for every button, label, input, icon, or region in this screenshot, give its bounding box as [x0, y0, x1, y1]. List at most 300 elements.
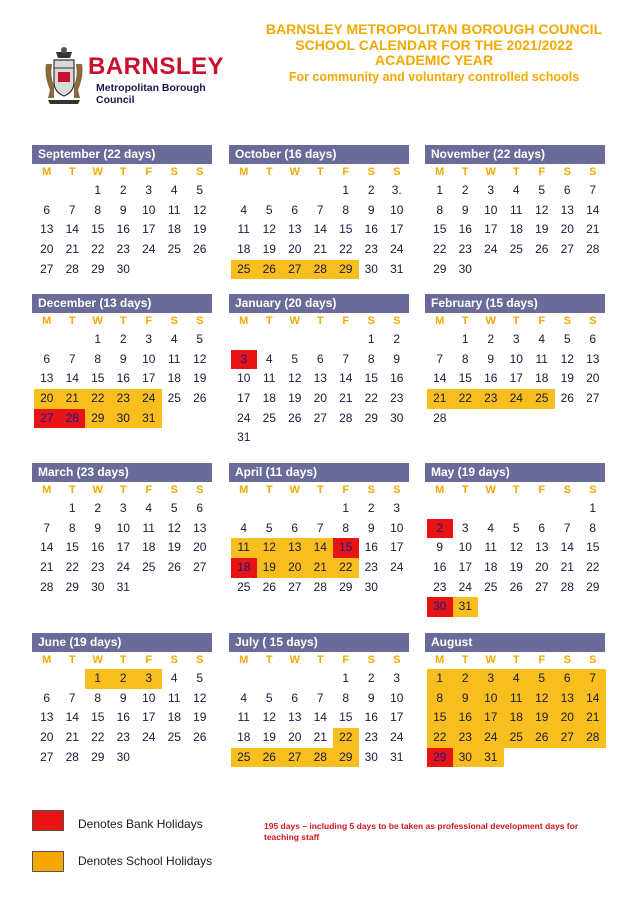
day-cell: 5	[196, 332, 204, 346]
page-heading	[238, 22, 630, 85]
month-block	[229, 463, 409, 597]
day-cell: 2	[461, 183, 469, 197]
weekday-label: S	[393, 166, 401, 178]
weekday-label: T	[316, 484, 324, 496]
day-cell: 22	[339, 242, 353, 257]
day-cell-school-holiday: 27	[282, 748, 308, 768]
day-cell: 28	[433, 410, 447, 425]
day-cell: 15	[91, 710, 105, 725]
month-header: March (23 days)	[32, 463, 212, 482]
day-cell: 15	[339, 222, 353, 237]
day-cell-school-holiday: 4	[504, 669, 530, 689]
weekday-label: T	[68, 654, 76, 666]
day-cell: 14	[313, 710, 327, 725]
day-cell-school-holiday: 22	[453, 389, 479, 409]
weekday-row	[427, 313, 605, 330]
weekday-label: T	[68, 166, 76, 178]
day-cell: 1	[461, 332, 469, 346]
day-cell: 29	[339, 579, 353, 594]
day-cell: 7	[68, 690, 76, 705]
day-cell: 6	[43, 351, 51, 366]
day-cell-school-holiday: 13	[282, 538, 308, 558]
day-cell-school-holiday: 21	[427, 389, 453, 409]
day-cell-school-holiday: 21	[580, 708, 606, 728]
day-cell: 18	[142, 540, 156, 555]
day-cell: 25	[142, 560, 156, 575]
day-cell: 29	[586, 579, 600, 594]
day-cell: 26	[193, 242, 207, 257]
day-cell: 30	[116, 261, 130, 276]
day-cell: 1	[367, 332, 375, 346]
day-cell-bank-holiday: 18	[231, 558, 257, 578]
weekday-row	[34, 482, 212, 499]
day-cell: 19	[560, 371, 574, 386]
weekday-row	[427, 164, 605, 181]
weekday-label: T	[68, 484, 76, 496]
day-cell: 17	[458, 560, 472, 575]
day-cell: 28	[560, 579, 574, 594]
day-cell: 8	[342, 520, 350, 535]
day-cell: 6	[291, 520, 299, 535]
weekday-row	[231, 652, 409, 669]
day-cell: 6	[196, 501, 204, 515]
day-cell: 15	[586, 540, 600, 555]
day-cell: 23	[91, 560, 105, 575]
weekday-label: S	[170, 166, 178, 178]
day-grid	[34, 181, 212, 279]
day-cell: 28	[586, 242, 600, 257]
day-cell: 17	[390, 710, 404, 725]
day-cell: 4	[512, 183, 520, 197]
weekday-label: T	[265, 315, 273, 327]
day-cell: 16	[116, 371, 130, 386]
weekday-label: F	[342, 315, 350, 327]
weekday-label: M	[435, 484, 445, 496]
month-header: May (19 days)	[425, 463, 605, 482]
weekday-label: S	[367, 315, 375, 327]
day-cell: 11	[168, 202, 181, 217]
month-block	[229, 633, 409, 767]
weekday-label: W	[485, 166, 496, 178]
day-cell: 7	[316, 690, 324, 705]
day-cell: 11	[168, 351, 181, 366]
day-cell-school-holiday: 30	[111, 409, 137, 429]
day-cell-school-holiday: 28	[580, 728, 606, 748]
weekday-label: F	[145, 166, 153, 178]
day-cell: 19	[193, 710, 207, 725]
day-cell: 18	[484, 560, 498, 575]
day-cell: 6	[43, 690, 51, 705]
day-cell: 12	[288, 371, 302, 386]
day-cell: 12	[193, 351, 207, 366]
weekday-label: S	[563, 654, 571, 666]
month-header: November (22 days)	[425, 145, 605, 164]
day-cell: 14	[586, 202, 600, 217]
day-cell: 16	[484, 371, 498, 386]
day-cell: 21	[586, 222, 600, 237]
weekday-row	[34, 164, 212, 181]
month-header: April (11 days)	[229, 463, 409, 482]
heading-line-4: For community and voluntary controlled schools	[288, 69, 580, 84]
weekday-label: S	[196, 654, 204, 666]
weekday-label: M	[435, 166, 445, 178]
day-cell: 21	[339, 391, 353, 406]
day-cell-school-holiday: 6	[555, 669, 581, 689]
day-cell: 1	[342, 183, 350, 197]
day-cell: 2	[367, 183, 375, 197]
day-cell-school-holiday: 29	[333, 748, 359, 768]
day-cell: 19	[167, 540, 181, 555]
weekday-label: T	[119, 315, 127, 327]
day-cell: 6	[291, 690, 299, 705]
day-cell: 3	[393, 671, 401, 685]
month-header: July ( 15 days)	[229, 633, 409, 652]
weekday-label: F	[145, 654, 153, 666]
day-cell: 2	[367, 501, 375, 515]
day-cell: 18	[237, 730, 251, 745]
day-cell: 24	[142, 242, 156, 257]
weekday-label: W	[92, 484, 103, 496]
day-cell: 21	[560, 560, 574, 575]
weekday-label: T	[461, 654, 469, 666]
day-cell: 17	[142, 371, 156, 386]
day-cell: 4	[145, 501, 153, 515]
day-cell: 17	[142, 222, 156, 237]
day-cell: 8	[68, 520, 76, 535]
day-cell: 5	[291, 351, 299, 366]
weekday-label: S	[196, 484, 204, 496]
day-cell: 3	[487, 183, 495, 197]
day-cell: 8	[94, 202, 102, 217]
day-cell: 23	[364, 242, 378, 257]
weekday-label: S	[589, 654, 597, 666]
day-cell: 9	[367, 520, 375, 535]
day-cell: 9	[461, 202, 469, 217]
day-cell: 19	[288, 391, 302, 406]
day-cell: 19	[193, 222, 207, 237]
day-cell-bank-holiday: 29	[427, 748, 453, 768]
day-cell: 29	[65, 579, 79, 594]
day-cell: 10	[509, 351, 523, 366]
day-cell: 4	[240, 520, 248, 535]
day-cell-bank-holiday: 30	[427, 597, 453, 617]
month-header: January (20 days)	[229, 294, 409, 313]
weekday-label: T	[119, 654, 127, 666]
month-header: June (19 days)	[32, 633, 212, 652]
day-cell: 26	[560, 391, 574, 406]
weekday-label: T	[316, 315, 324, 327]
day-cell: 23	[364, 730, 378, 745]
day-cell: 30	[458, 261, 472, 276]
weekday-row	[34, 313, 212, 330]
day-cell: 6	[291, 202, 299, 217]
day-cell-school-holiday: 31	[453, 597, 479, 617]
day-cell: 21	[313, 730, 327, 745]
day-cell: 1	[589, 501, 597, 515]
day-cell: 12	[193, 690, 207, 705]
month-block	[425, 294, 605, 428]
day-cell: 30	[364, 579, 378, 594]
day-cell: 14	[65, 710, 79, 725]
day-cell: 9	[367, 202, 375, 217]
day-cell: 8	[436, 202, 444, 217]
day-cell-school-holiday: 8	[427, 689, 453, 709]
day-cell: 26	[288, 410, 302, 425]
day-cell: 7	[68, 351, 76, 366]
weekday-label: S	[196, 315, 204, 327]
day-cell: 26	[509, 579, 523, 594]
day-cell-school-holiday: 25	[529, 389, 555, 409]
weekday-label: M	[42, 484, 52, 496]
weekday-row	[231, 164, 409, 181]
day-grid	[34, 499, 212, 597]
day-cell: 13	[586, 351, 600, 366]
day-cell: 17	[484, 222, 498, 237]
day-cell: 25	[262, 410, 276, 425]
day-cell: 7	[316, 202, 324, 217]
day-cell: 5	[196, 183, 204, 197]
day-cell-school-holiday: 25	[504, 728, 530, 748]
day-cell: 17	[390, 540, 404, 555]
day-cell: 2	[119, 332, 127, 346]
day-cell: 22	[586, 560, 600, 575]
day-cell: 15	[433, 222, 447, 237]
month-block	[425, 463, 605, 617]
day-cell: 21	[65, 242, 79, 257]
day-cell: 10	[390, 520, 404, 535]
day-cell: 20	[535, 560, 549, 575]
day-cell: 20	[586, 371, 600, 386]
day-cell: 18	[237, 242, 251, 257]
day-cell: 24	[390, 730, 404, 745]
day-cell-bank-holiday: 3	[231, 350, 257, 370]
day-cell: 24	[237, 410, 251, 425]
weekday-label: M	[239, 315, 249, 327]
day-cell: 20	[40, 730, 54, 745]
day-cell-bank-holiday: 27	[34, 409, 60, 429]
weekday-label: S	[170, 484, 178, 496]
day-cell-school-holiday: 9	[453, 689, 479, 709]
day-cell: 18	[167, 371, 181, 386]
day-cell: 23	[364, 560, 378, 575]
day-cell-school-holiday: 26	[529, 728, 555, 748]
day-cell: 6	[316, 351, 324, 366]
day-cell: 27	[40, 749, 54, 764]
heading-line-1: BARNSLEY METROPOLITAN BOROUGH COUNCIL	[265, 21, 603, 37]
day-cell-school-holiday: 22	[333, 728, 359, 748]
day-cell: 20	[288, 730, 302, 745]
day-cell: 5	[170, 501, 178, 515]
day-cell: 8	[367, 351, 375, 366]
month-block	[229, 294, 409, 448]
day-cell: 5	[265, 520, 273, 535]
weekday-label: F	[342, 654, 350, 666]
day-cell-school-holiday: 21	[308, 558, 334, 578]
weekday-label: T	[316, 654, 324, 666]
day-cell-school-holiday: 1	[427, 669, 453, 689]
day-cell: 25	[237, 579, 251, 594]
day-cell: 23	[116, 730, 130, 745]
day-cell: 6	[589, 332, 597, 346]
day-cell-school-holiday: 31	[136, 409, 162, 429]
day-cell: 22	[364, 391, 378, 406]
day-cell-school-holiday: 23	[478, 389, 504, 409]
weekday-label: M	[239, 484, 249, 496]
day-grid	[231, 669, 409, 767]
day-cell: 25	[167, 730, 181, 745]
weekday-label: W	[92, 166, 103, 178]
day-cell: 3.	[391, 183, 402, 197]
weekday-row	[231, 313, 409, 330]
day-cell-school-holiday: 19	[529, 708, 555, 728]
weekday-label: F	[538, 166, 546, 178]
day-cell-school-holiday: 10	[478, 689, 504, 709]
day-cell: 15	[364, 371, 378, 386]
weekday-label: M	[435, 654, 445, 666]
weekday-label: F	[145, 484, 153, 496]
day-cell: 12	[262, 710, 276, 725]
day-cell: 21	[65, 730, 79, 745]
month-block	[32, 463, 212, 597]
month-block	[32, 633, 212, 767]
day-cell: 16	[364, 222, 378, 237]
weekday-label: M	[42, 315, 52, 327]
day-cell: 26	[535, 242, 549, 257]
day-cell: 13	[40, 222, 54, 237]
weekday-label: S	[589, 315, 597, 327]
day-cell: 15	[65, 540, 79, 555]
day-cell: 20	[193, 540, 207, 555]
weekday-label: T	[265, 654, 273, 666]
day-cell: 14	[65, 222, 79, 237]
day-cell: 25	[167, 391, 181, 406]
weekday-label: M	[239, 166, 249, 178]
day-cell: 13	[193, 520, 207, 535]
weekday-label: W	[289, 166, 300, 178]
day-grid	[34, 330, 212, 428]
day-cell: 27	[193, 560, 207, 575]
day-cell-school-holiday: 31	[478, 748, 504, 768]
day-grid	[34, 669, 212, 767]
weekday-label: T	[461, 484, 469, 496]
school-holiday-legend: Denotes School Holidays	[78, 854, 213, 868]
day-cell: 24	[484, 242, 498, 257]
day-cell: 3	[119, 501, 127, 515]
weekday-label: T	[316, 166, 324, 178]
day-cell: 2	[393, 332, 401, 346]
day-cell: 17	[142, 710, 156, 725]
day-cell-school-holiday: 3	[136, 669, 162, 689]
month-header: October (16 days)	[229, 145, 409, 164]
day-cell: 20	[313, 391, 327, 406]
day-cell: 19	[262, 730, 276, 745]
day-cell: 8	[94, 690, 102, 705]
day-cell: 4	[487, 520, 495, 535]
weekday-row	[34, 652, 212, 669]
day-cell: 9	[487, 351, 495, 366]
day-cell: 22	[91, 242, 105, 257]
day-cell: 14	[313, 222, 327, 237]
day-cell-school-holiday: 5	[529, 669, 555, 689]
day-cell-school-holiday: 22	[85, 389, 111, 409]
day-cell-school-holiday: 26	[257, 260, 283, 280]
day-cell: 20	[560, 222, 574, 237]
day-cell: 7	[436, 351, 444, 366]
day-cell-school-holiday: 2	[453, 669, 479, 689]
day-cell: 8	[461, 351, 469, 366]
weekday-label: M	[42, 166, 52, 178]
day-cell: 16	[91, 540, 105, 555]
weekday-label: T	[512, 654, 520, 666]
day-cell: 11	[535, 351, 548, 366]
day-cell: 23	[458, 242, 472, 257]
day-grid	[427, 499, 605, 617]
day-cell: 4	[265, 351, 273, 366]
day-cell: 26	[167, 560, 181, 575]
day-cell: 9	[393, 351, 401, 366]
weekday-label: S	[367, 654, 375, 666]
day-cell: 7	[43, 520, 51, 535]
day-cell: 30	[116, 749, 130, 764]
month-header: February (15 days)	[425, 294, 605, 313]
day-cell: 28	[65, 261, 79, 276]
day-cell: 26	[262, 579, 276, 594]
day-cell: 19	[535, 222, 549, 237]
weekday-label: T	[265, 484, 273, 496]
day-cell: 1	[68, 501, 76, 515]
weekday-label: T	[119, 166, 127, 178]
day-cell: 27	[313, 410, 327, 425]
weekday-label: S	[367, 484, 375, 496]
day-cell: 9	[367, 690, 375, 705]
weekday-label: S	[563, 484, 571, 496]
day-cell: 16	[116, 222, 130, 237]
month-block	[32, 294, 212, 428]
weekday-label: S	[393, 315, 401, 327]
day-cell: 9	[119, 202, 127, 217]
day-cell: 10	[142, 351, 156, 366]
day-cell: 11	[263, 371, 276, 386]
day-cell: 10	[142, 202, 156, 217]
day-cell: 2	[119, 183, 127, 197]
day-cell: 3	[461, 520, 469, 535]
day-cell: 29	[91, 749, 105, 764]
day-cell: 18	[167, 710, 181, 725]
day-cell: 15	[339, 710, 353, 725]
coat-of-arms-icon	[42, 46, 86, 106]
day-cell: 24	[458, 579, 472, 594]
day-cell: 13	[288, 710, 302, 725]
weekday-label: M	[435, 315, 445, 327]
day-cell: 5	[265, 690, 273, 705]
day-cell: 18	[535, 371, 549, 386]
day-cell: 13	[288, 222, 302, 237]
day-cell: 12	[262, 222, 276, 237]
month-block	[425, 145, 605, 279]
day-cell: 11	[168, 690, 181, 705]
day-cell: 4	[538, 332, 546, 346]
day-cell: 22	[91, 730, 105, 745]
day-cell: 1	[436, 183, 444, 197]
day-cell: 25	[484, 579, 498, 594]
weekday-label: S	[589, 166, 597, 178]
day-cell: 13	[560, 202, 574, 217]
day-cell: 29	[91, 261, 105, 276]
day-cell: 31	[237, 430, 251, 445]
day-cell: 3	[393, 501, 401, 515]
day-cell-school-holiday: 25	[231, 260, 257, 280]
day-cell: 13	[40, 710, 54, 725]
